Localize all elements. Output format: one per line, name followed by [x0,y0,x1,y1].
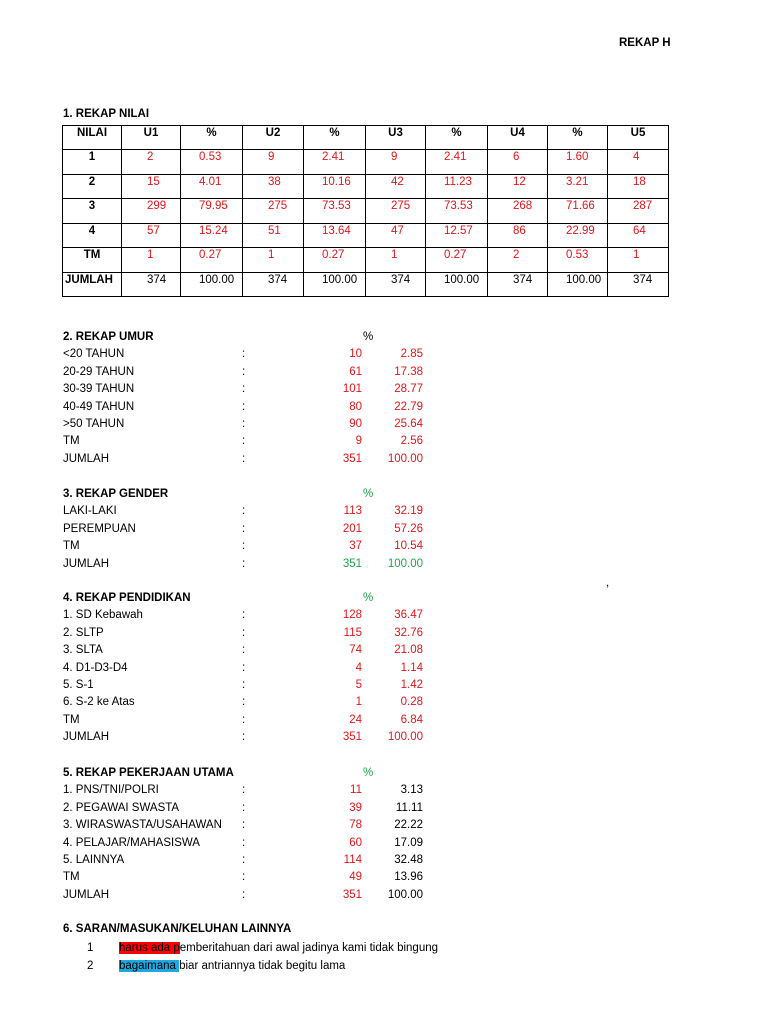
table-cell: 11.23 [426,174,488,199]
suggestion-highlight: harus ada p [119,942,180,954]
col-header: U1 [122,126,181,150]
section2-title: 2. REKAP UMUR [63,331,154,343]
section5-title: 5. REKAP PEKERJAAN UTAMA [63,767,234,779]
table-row [63,223,669,248]
stat-percent: 17.09 [394,836,423,849]
page-title: REKAP H [619,37,671,49]
stat-label: TM [63,713,80,726]
table-cell: 374 [243,272,304,297]
stray-mark: , [606,577,610,589]
table-cell: 1 [366,248,426,273]
stat-separator: : [242,626,246,639]
stat-separator: : [242,452,246,465]
stat-separator: : [242,435,246,448]
table-cell: 18 [608,174,669,199]
table-cell: 374 [122,272,181,297]
table-cell: 47 [366,223,426,248]
stat-label: 5. S-1 [63,679,94,691]
table-cell: 3.21 [548,174,608,199]
stat-percent: 100.00 [387,731,423,744]
stat-label: TM [63,871,80,884]
table-cell: 4.01 [181,174,243,199]
percent-header: % [363,331,374,343]
stat-label: 3. SLTA [63,644,103,657]
table-cell: 1.60 [548,150,608,175]
stat-value: 78 [349,819,362,832]
table-cell: 22.99 [548,223,608,248]
table-cell: 0.27 [304,248,366,273]
stat-percent: 22.22 [394,819,423,832]
stat-value: 9 [355,435,362,448]
table-cell: 374 [366,272,426,297]
table-cell: 2 [122,150,181,175]
section6-title: 6. SARAN/MASUKAN/KELUHAN LAINNYA [63,923,292,935]
suggestion-number: 1 [87,942,94,954]
stat-percent: 2.56 [400,435,423,448]
stat-label: 4. PELAJAR/MAHASISWA [63,836,200,849]
stat-value: 351 [342,452,362,465]
table-cell: 100.00 [426,272,488,297]
table-row [63,150,669,175]
stat-value: 49 [349,871,362,884]
table-row [63,174,669,199]
stat-value: 4 [355,661,362,674]
table-cell: 4 [608,150,669,175]
table-cell: 0.27 [181,248,243,273]
table-cell: 1 [122,248,181,273]
stat-separator: : [242,784,246,797]
table-cell: 2 [488,248,548,273]
stat-value: 10 [349,348,362,361]
stat-percent: 32.48 [394,854,423,866]
stat-label: JUMLAH [63,452,110,465]
table-cell: 12 [488,174,548,199]
stat-label: 3. WIRASWASTA/USAHAWAN [63,819,222,832]
stat-label: JUMLAH [63,731,110,744]
stat-label: 20-29 TAHUN [63,365,135,378]
table-cell: 2.41 [426,150,488,175]
stat-label: PEREMPUAN [63,522,136,535]
stat-value: 113 [343,505,362,518]
table-cell: 10.16 [304,174,366,199]
stat-value: 5 [355,679,362,691]
col-header: U4 [488,126,548,150]
stat-value: 90 [349,418,362,430]
stat-percent: 32.76 [394,626,423,639]
table-cell: 57 [122,223,181,248]
table-cell: 1 [608,248,669,273]
stat-percent: 1.42 [400,679,423,691]
col-header: % [426,126,488,150]
stat-value: 37 [349,540,362,553]
table-cell: 100.00 [304,272,366,297]
stat-separator: : [242,696,246,709]
section3-title: 3. REKAP GENDER [63,488,169,500]
col-header: U5 [608,126,669,150]
stat-value: 24 [349,713,362,726]
table-cell: 100.00 [181,272,243,297]
table-cell: 374 [488,272,548,297]
stat-label: LAKI-LAKI [63,505,117,518]
percent-header: % [363,488,374,500]
table-header-row [63,126,669,150]
stat-separator: : [242,418,246,430]
stat-percent: 0.28 [400,696,423,709]
col-header: % [304,126,366,150]
stat-separator: : [242,348,246,361]
stat-value: 351 [342,888,362,901]
table-cell: 100.00 [548,272,608,297]
stat-value: 80 [349,400,362,413]
table-cell: 12.57 [426,223,488,248]
section1-title: 1. REKAP NILAI [63,108,150,120]
table-cell: 73.53 [304,199,366,224]
stat-percent: 21.08 [394,644,423,657]
stat-value: 1 [355,696,362,709]
stat-label: JUMLAH [63,557,110,570]
stat-separator: : [242,609,246,622]
stat-value: 351 [342,557,362,570]
rekap-nilai-table [62,125,669,297]
suggestion-highlight: bagaimana [119,960,180,972]
row-label: JUMLAH [63,272,122,297]
table-cell: 71.66 [548,199,608,224]
stat-value: 74 [349,644,362,657]
stat-separator: : [242,644,246,657]
stat-percent: 100.00 [387,452,423,465]
stat-separator: : [242,679,246,691]
table-cell: 299 [122,199,181,224]
section4-title: 4. REKAP PENDIDIKAN [63,592,191,604]
table-row [63,248,669,273]
table-cell: 9 [366,150,426,175]
stat-percent: 13.96 [394,871,423,884]
table-cell: 64 [608,223,669,248]
stat-percent: 36.47 [394,609,423,622]
stat-label: 1. PNS/TNI/POLRI [63,784,159,797]
table-cell: 0.27 [426,248,488,273]
table-cell: 38 [243,174,304,199]
stat-label: 4. D1-D3-D4 [63,661,128,674]
stat-label: 6. S-2 ke Atas [63,696,135,709]
stat-label: 40-49 TAHUN [63,400,135,413]
stat-label: JUMLAH [63,888,110,901]
stat-percent: 1.14 [400,661,423,674]
table-cell: 15 [122,174,181,199]
col-header: NILAI [63,126,122,150]
stat-value: 39 [349,801,362,814]
stat-separator: : [242,819,246,832]
stat-percent: 10.54 [394,540,423,553]
stat-label: 1. SD Kebawah [63,609,143,622]
stat-value: 351 [342,731,362,744]
stat-separator: : [242,522,246,535]
stat-separator: : [242,505,246,518]
percent-header: % [363,592,374,604]
suggestion-text [119,942,438,954]
stat-percent: 28.77 [394,383,423,396]
stat-label: >50 TAHUN [63,418,125,430]
stat-label: 5. LAINNYA [63,854,125,866]
stat-separator: : [242,365,246,378]
stat-separator: : [242,713,246,726]
stat-percent: 17.38 [394,365,423,378]
table-row [63,272,669,297]
col-header: U2 [243,126,304,150]
stat-separator: : [242,400,246,413]
stat-label: <20 TAHUN [63,348,125,361]
table-cell: 13.64 [304,223,366,248]
table-cell: 86 [488,223,548,248]
table-cell: 9 [243,150,304,175]
stat-label: 2. PEGAWAI SWASTA [63,801,180,814]
stat-separator: : [242,383,246,396]
stat-value: 60 [349,836,362,849]
stat-value: 201 [342,522,362,535]
stat-percent: 32.19 [394,505,423,518]
suggestion-rest: biar antriannya tidak begitu lama [179,960,346,972]
stat-percent: 3.13 [400,784,423,797]
table-cell: 0.53 [181,150,243,175]
row-label: 2 [63,174,122,199]
table-cell: 79.95 [181,199,243,224]
row-label: 4 [63,223,122,248]
stat-separator: : [242,731,246,744]
table-cell: 2.41 [304,150,366,175]
table-cell: 15.24 [181,223,243,248]
table-cell: 0.53 [548,248,608,273]
stat-value: 61 [349,365,362,378]
stat-percent: 2.85 [400,348,423,361]
stat-percent: 57.26 [394,522,423,535]
suggestion-rest: emberitahuan dari awal jadinya kami tidak bingung [179,942,439,954]
stat-percent: 6.84 [400,713,423,726]
table-cell: 1 [243,248,304,273]
table-cell: 374 [608,272,669,297]
row-label: 3 [63,199,122,224]
stat-percent: 25.64 [394,418,423,430]
stat-separator: : [242,854,246,866]
stat-separator: : [242,836,246,849]
table-cell: 275 [243,199,304,224]
row-label: 1 [63,150,122,175]
table-cell: 287 [608,199,669,224]
stat-label: 2. SLTP [63,626,104,639]
stat-label: TM [63,435,80,448]
stat-percent: 11.11 [395,801,423,814]
stat-separator: : [242,888,246,901]
table-cell: 51 [243,223,304,248]
stat-label: 30-39 TAHUN [63,383,135,396]
table-cell: 275 [366,199,426,224]
stat-value: 115 [343,626,362,639]
stat-percent: 22.79 [394,400,423,413]
stat-separator: : [242,540,246,553]
table-cell: 42 [366,174,426,199]
table-cell: 268 [488,199,548,224]
percent-header: % [363,767,374,779]
col-header: % [548,126,608,150]
stat-separator: : [242,557,246,570]
table-row [63,199,669,224]
stat-separator: : [242,871,246,884]
stat-percent: 100.00 [387,888,423,901]
stat-label: TM [63,540,80,553]
stat-separator: : [242,801,246,814]
col-header: U3 [366,126,426,150]
table-cell: 6 [488,150,548,175]
stat-value: 128 [342,609,362,622]
table-cell: 73.53 [426,199,488,224]
stat-value: 11 [350,784,362,797]
suggestion-number: 2 [87,960,94,972]
stat-separator: : [242,661,246,674]
stat-value: 114 [343,854,362,866]
stat-percent: 100.00 [387,557,423,570]
suggestion-text [119,960,345,972]
col-header: % [181,126,243,150]
row-label: TM [63,248,122,273]
stat-value: 101 [342,383,362,396]
